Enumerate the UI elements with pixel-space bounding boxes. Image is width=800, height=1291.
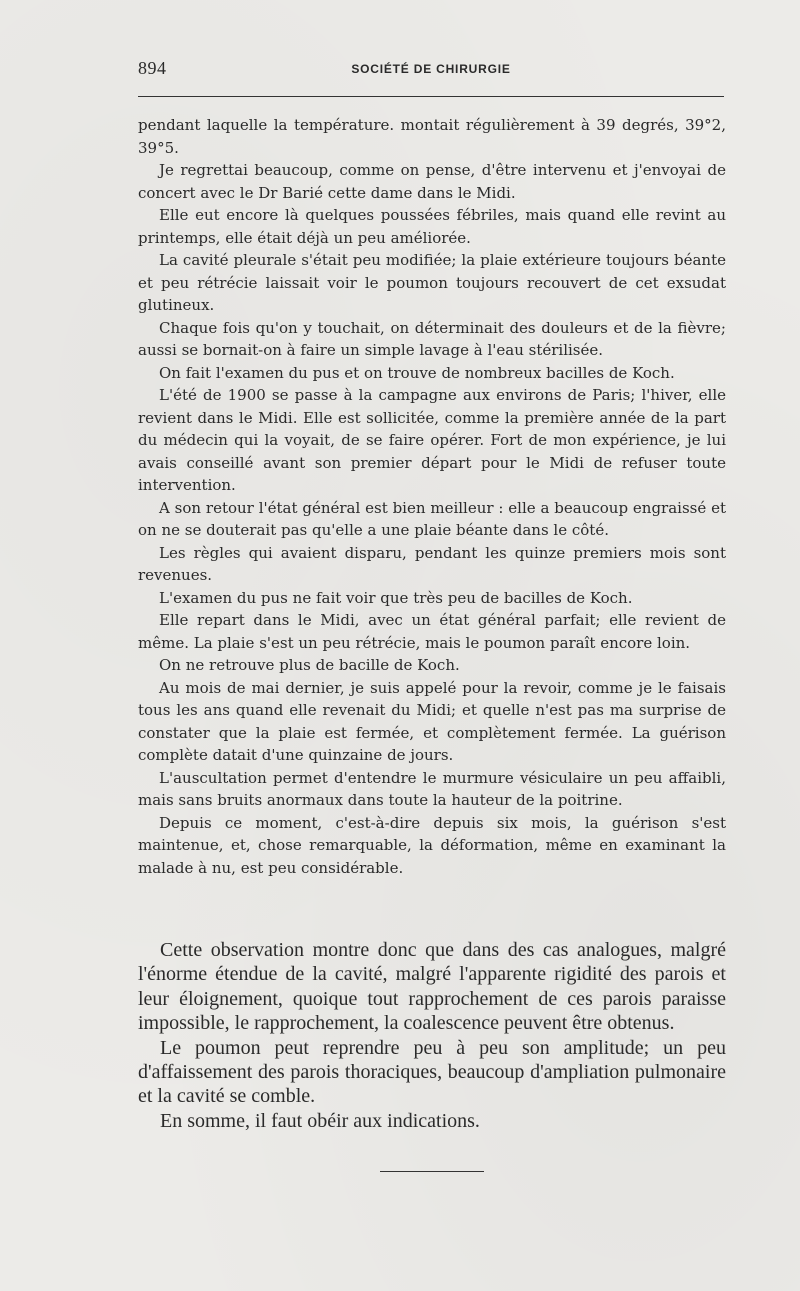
paragraph: La cavité pleurale s'était peu modifiée; la plaie extérieure toujours béante et peu rétrécie laissait voir le poumon toujours recouvert de cet exsudat glutineux. [138, 251, 726, 314]
paragraph: Au mois de mai dernier, je suis appelé pour la revoir, comme je le faisais tous les ans quand elle revenait du Midi; et quelle n'est pas ma surprise de constater que la plaie est fermée, et complètement fermée. La guérison complète datait d'une quinzaine de jours. [138, 678, 726, 764]
paragraph: Elle eut encore là quelques poussées fébriles, mais quand elle revint au printemps, elle était déjà un peu améliorée. [138, 206, 726, 247]
running-title: SOCIÉTÉ DE CHIRURGIE [351, 62, 511, 76]
paragraph: Elle repart dans le Midi, avec un état général parfait; elle revient de même. La plaie s'est un peu rétrécie, mais le poumon paraît encore loin. [138, 611, 726, 652]
paragraph: L'auscultation permet d'entendre le murmure vésiculaire un peu affaibli, mais sans bruits anormaux dans toute la hauteur de la poitrine. [138, 768, 726, 809]
end-rule [380, 1171, 484, 1172]
paragraph: Je regrettai beaucoup, comme on pense, d'être intervenu et j'envoyai de concert avec le Dr Barié cette dame dans le Midi. [138, 161, 726, 202]
paragraph: On fait l'examen du pus et on trouve de nombreux bacilles de Koch. [159, 363, 675, 382]
paragraph: L'examen du pus ne fait voir que très peu de bacilles de Koch. [159, 588, 633, 607]
paragraph: A son retour l'état général est bien meilleur : elle a beaucoup engraissé et on ne se douterait pas qu'elle a une plaie béante dans le côté. [138, 498, 726, 539]
paragraph: Depuis ce moment, c'est-à-dire depuis six mois, la guérison s'est maintenue, et, chose remarquable, la déformation, même en examinant la malade à nu, est peu considérable. [138, 813, 726, 877]
header-rule [138, 96, 724, 97]
paragraph: On ne retrouve plus de bacille de Koch. [159, 656, 460, 674]
page-header [138, 58, 724, 86]
page-number: 894 [138, 58, 167, 78]
paragraph: Les règles qui avaient disparu, pendant les quinze premiers mois sont revenues. [138, 543, 726, 584]
conclusion [138, 938, 726, 1133]
paragraph: pendant laquelle la température. montait régulièrement à 39 degrés, 39°2, 39°5. [138, 116, 726, 157]
paragraph: Cette observation montre donc que dans des cas analogues, malgré l'énorme étendue de la cavité, malgré l'apparente rigidité des parois et leur éloignement, quoique tout rapprochement de ces parois paraisse impossible, le rapprochement, la coalescence peuvent être obtenus. [138, 939, 726, 1035]
paragraph: En somme, il faut obéir aux indications. [160, 1109, 480, 1132]
case-report [138, 114, 726, 879]
paragraph: Chaque fois qu'on y touchait, on déterminait des douleurs et de la fièvre; aussi se bornait-on à faire un simple lavage à l'eau stérilisée. [138, 318, 726, 359]
paragraph: L'été de 1900 se passe à la campagne aux environs de Paris; l'hiver, elle revient dans le Midi. Elle est sollicitée, comme la première année de la part du médecin qui la voyait, de se faire opérer. Fort de mon expérience, je lui avais conseillé avant son premier départ pour le Midi de refuser toute intervention. [138, 386, 726, 494]
paragraph: Le poumon peut reprendre peu à peu son amplitude; un peu d'affaissement des parois thoraciques, beaucoup d'ampliation pulmonaire et la cavité se comble. [138, 1036, 726, 1108]
